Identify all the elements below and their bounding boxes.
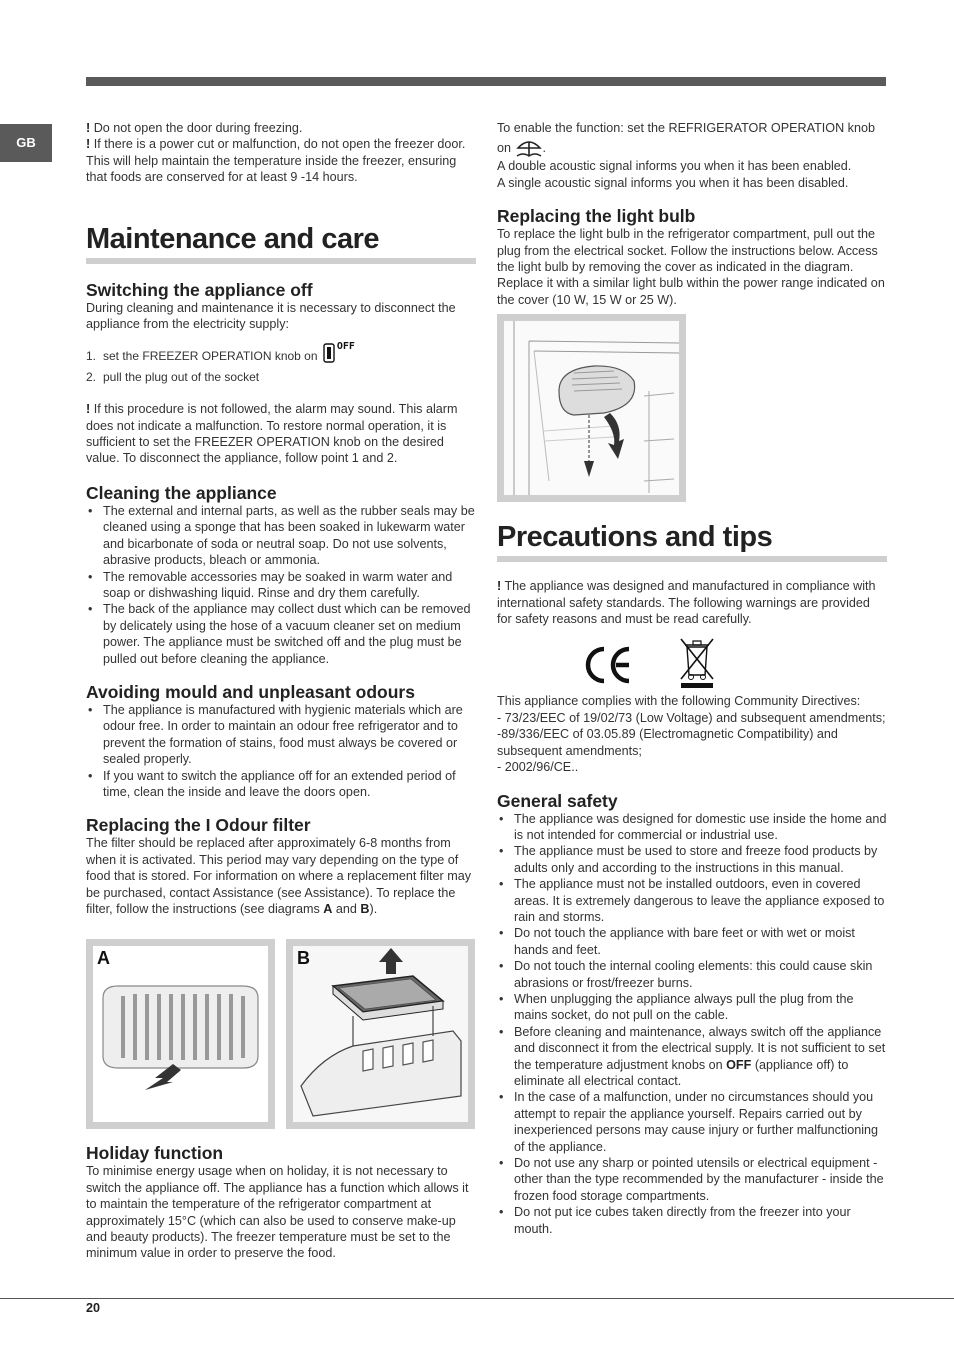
warning-door-text: Do not open the door during freezing. (93, 121, 303, 135)
enable-text-end: . (542, 141, 547, 156)
list-item: • Do not touch the appliance with bare feet or with wet or moist hands and feet. (497, 925, 887, 958)
light-cover-illustration (504, 321, 679, 495)
list-item: • In the case of a malfunction, under no circumstances should you attempt to repair the appliance yourself. Repairs carried out by inexperienced persons may cause injury or further malfunctioning of the appliance. (497, 1089, 887, 1155)
ce-mark-icon (585, 645, 635, 685)
diagram-a-label: A (97, 948, 110, 969)
weee-bin-icon (677, 635, 717, 689)
list-item: • Do not put ice cubes taken directly from the freezer into your mouth. (497, 1204, 887, 1237)
signal-enabled-text: A double acoustic signal informs you when it has been enabled. (497, 159, 852, 174)
footer-rule (0, 1298, 954, 1299)
list-item (497, 1024, 887, 1090)
directives-line: - 2002/96/CE.. (497, 760, 579, 775)
heading-holiday: Holiday function (86, 1143, 224, 1164)
switching-note (86, 401, 476, 467)
diagram-ref-b: B (360, 902, 370, 916)
list-item: • The appliance is manufactured with hygienic materials which are odour free. In order to maintain an odour free refrigerator and to prevent the formation of stains, food must always be covered or sealed properly. (86, 702, 476, 768)
precautions-intro-text: The appliance was designed and manufactured in compliance with international safety standards. The following warnings are provided for safety reasons and must be read carefully. (497, 579, 876, 627)
holiday-enable-text (497, 120, 887, 158)
warning-mark: ! (497, 579, 502, 594)
diagram-a-panel (93, 946, 268, 1122)
heading-general-safety: General safety (497, 790, 618, 811)
list-item: • The appliance must not be installed outdoors, even in covered areas. It is extremely dangerous to leave the appliance exposed to rain and storms. (497, 876, 887, 925)
list-item: • The back of the appliance may collect dust which can be removed by delicately using the hose of a vacuum cleaner set on medium power. The appliance must be switched off and the plug must be pulled out before cleaning the appliance. (86, 601, 476, 667)
diagram-b-panel (293, 946, 468, 1122)
diagram-a (86, 939, 275, 1129)
holiday-text: To minimise energy usage when on holiday, it is not necessary to switch the appliance off. The appliance has a function which allows it to maintain the temperature of the refrigerator compartment at approximately 15°C (which can also be used to conserve make-up and beauty products). The freezer temperature must be set to the minimum value in order to preserve the food. (86, 1164, 469, 1261)
warning-mark: ! (86, 402, 91, 417)
off-label: OFF (336, 341, 355, 353)
list-item: • The appliance was designed for domestic use inside the home and is not intended for commercial or industrial use. (497, 811, 887, 844)
step-text: set the FREEZER OPERATION knob on (103, 349, 318, 364)
precautions-intro (497, 578, 887, 627)
signal-disabled-text: A single acoustic signal informs you when it has been disabled. (497, 175, 849, 190)
directives-line: - 73/23/EEC of 19/02/73 (Low Voltage) and subsequent amendments; (497, 710, 886, 725)
list-item-text: Before cleaning and maintenance, always switch off the appliance and disconnect it from the electrical supply. It is not sufficient to set the temperature adjustment knobs on (514, 1024, 886, 1072)
list-item: • Do not touch the internal cooling elements: this could cause skin abrasions or frost/freezer burns. (497, 958, 887, 991)
header-rule (86, 77, 886, 86)
heading-mould: Avoiding mould and unpleasant odours (86, 681, 415, 702)
heading-odour-filter: Replacing the I Odour filter (86, 815, 311, 836)
directives-line: This appliance complies with the following Community Directives: (497, 694, 861, 709)
cleaning-list (86, 503, 476, 667)
diagram-b (286, 939, 475, 1129)
warning-mark: ! (86, 137, 91, 152)
diagram-b-label: B (297, 948, 310, 969)
enable-text: To enable the function: set the REFRIGERATOR OPERATION knob on (497, 121, 875, 156)
heading-cleaning: Cleaning the appliance (86, 482, 277, 503)
right-column (497, 120, 887, 1237)
off-emphasis: OFF (726, 1057, 752, 1072)
warning-power-cut-text: If there is a power cut or malfunction, do not open the freezer door. This will help maintain the temperature inside the freezer, ensuring that foods are conserved for at least 9 -14 hours. (86, 137, 466, 185)
mould-list (86, 702, 476, 800)
switching-step: 2. pull the plug out of the socket (86, 369, 260, 384)
list-item: • Do not use any sharp or pointed utensils or electrical equipment - other than the type recommended by the manufacturer - inside the frozen food storage compartments. (497, 1155, 887, 1204)
list-item: • When unplugging the appliance always pull the plug from the mains socket, do not pull on the cable. (497, 991, 887, 1024)
left-column (86, 120, 476, 1262)
diagram-ref-a: A (323, 902, 333, 916)
filter-text (86, 835, 476, 917)
off-knob-icon (321, 341, 359, 364)
light-bulb-diagram-panel (504, 321, 679, 495)
list-item: • If you want to switch the appliance off for an extended period of time, clean the inside and leave the doors open. (86, 768, 476, 801)
filter-diagrams (86, 939, 476, 1129)
compliance-marks (497, 635, 887, 691)
section-title-maintenance: Maintenance and care (86, 222, 476, 264)
warning-power-cut (86, 136, 476, 185)
language-tab (0, 124, 52, 162)
switching-steps (86, 341, 476, 385)
filter-text-body: The filter should be replaced after approximately 6-8 months from when it is activated. This period may vary depending on the type of food that is stored. For information on where a replacement filter may be purchased, contact Assistance (see Assistance). To replace the filter, follow the instructions (see diagrams (86, 836, 471, 916)
page-number: 20 (86, 1301, 101, 1315)
switching-intro: During cleaning and maintenance it is necessary to disconnect the appliance from the electricity supply: (86, 300, 456, 332)
general-safety-list (497, 811, 887, 1238)
heading-switching-off: Switching the appliance off (86, 279, 313, 300)
filter-removal-illustration (293, 946, 468, 1122)
light-bulb-diagram (497, 314, 686, 502)
filter-cover-illustration (93, 946, 268, 1122)
switching-step: 1. set the FREEZER OPERATION knob on OFF (86, 348, 476, 364)
warning-door (86, 120, 476, 136)
list-item-text: (appliance off) to eliminate all electrical contact. (514, 1057, 849, 1088)
language-tab-label: GB (16, 134, 36, 150)
list-item: • The removable accessories may be soaked in warm water and soap or dishwashing liquid. Rinse and dry them carefully. (86, 569, 476, 602)
switching-note-text: If this procedure is not followed, the alarm may sound. This alarm does not indicate a malfunction. To restore normal operation, it is sufficient to set the FREEZER OPERATION knob on the desired value. To disconnect the appliance, follow point 1 and 2. (86, 402, 458, 466)
directives-line: -89/336/EEC of 03.05.89 (Electromagnetic Compatibility) and subsequent amendments; (497, 727, 838, 758)
list-item: • The appliance must be used to store and freeze food products by adults only and according to the instructions in this manual. (497, 843, 887, 876)
filter-text-and: and (335, 902, 357, 916)
section-title-precautions: Precautions and tips (497, 520, 887, 562)
holiday-icon (515, 136, 543, 158)
heading-light-bulb: Replacing the light bulb (497, 206, 696, 227)
list-item: • The external and internal parts, as well as the rubber seals may be cleaned using a sponge that has been soaked in lukewarm water and bicarbonate of soda or neutral soap. Do not use solvents, abrasive products, bleach or ammonia. (86, 503, 476, 569)
filter-text-end: ). (369, 902, 378, 916)
light-bulb-text: To replace the light bulb in the refrigerator compartment, pull out the plug from the electrical socket. Follow the instructions below. Access the light bulb by removing the cover as indicated in the diagram. Replace it with a similar light bulb within the power range indicated on the cover (10 W, 15 W or 25 W). (497, 227, 885, 307)
step-text: pull the plug out of the socket (103, 369, 260, 384)
warning-mark: ! (86, 121, 91, 135)
